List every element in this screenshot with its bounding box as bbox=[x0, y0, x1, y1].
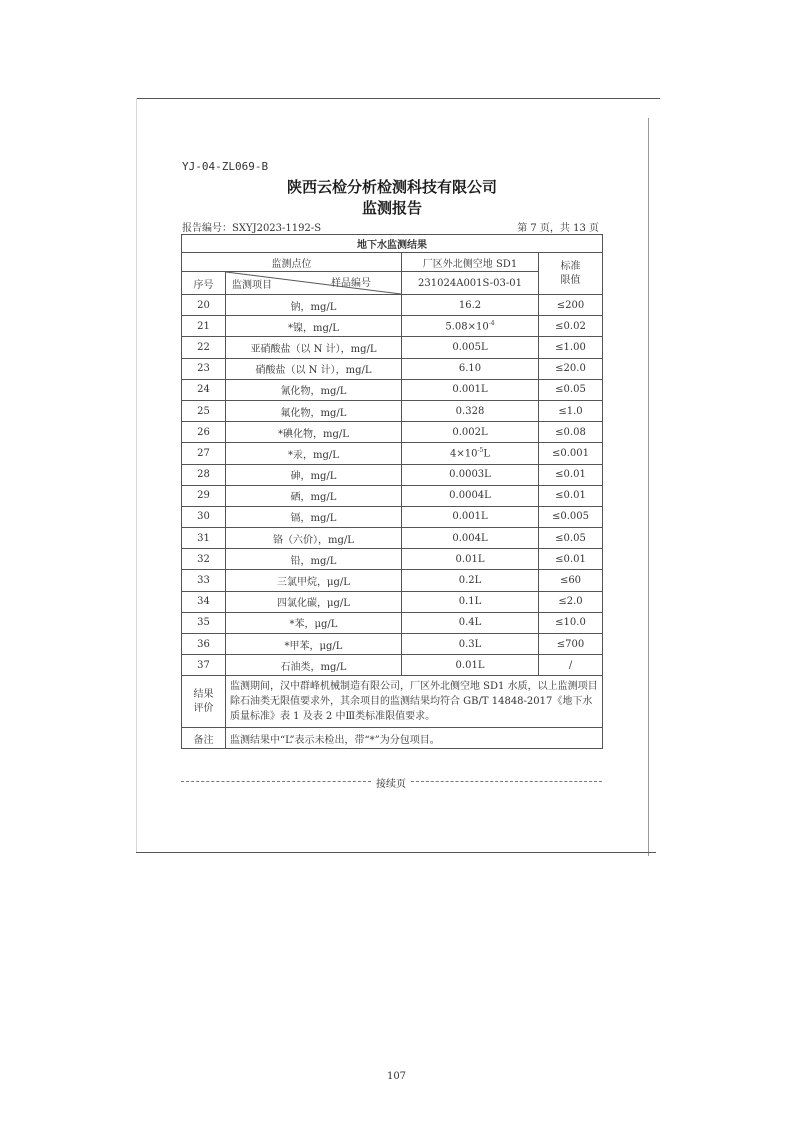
row-limit: ≤200 bbox=[539, 295, 603, 316]
table-row bbox=[182, 379, 603, 400]
row-item: *甲苯，μg/L bbox=[226, 634, 402, 655]
item-label: 监测项目 bbox=[232, 280, 272, 291]
continuation-text: 接续页 bbox=[376, 779, 406, 790]
continuation-marker bbox=[181, 775, 602, 790]
value-base: 4×10 bbox=[450, 448, 478, 460]
table-row bbox=[182, 337, 603, 358]
row-item: 氟化物，mg/L bbox=[226, 400, 402, 421]
note-label: 备注 bbox=[182, 728, 226, 749]
row-value: 0.1L bbox=[402, 591, 539, 612]
row-number: 20 bbox=[182, 295, 226, 316]
table-row bbox=[182, 549, 603, 570]
row-limit: ≤0.001 bbox=[539, 443, 603, 464]
row-value: 0.004L bbox=[402, 528, 539, 549]
std-limit-label: 标准 限值 bbox=[560, 260, 581, 286]
row-number: 25 bbox=[182, 400, 226, 421]
row-item: 铬（六价），mg/L bbox=[226, 528, 402, 549]
row-number: 33 bbox=[182, 570, 226, 591]
std-limit-header bbox=[539, 253, 603, 295]
dashed-line-left bbox=[181, 781, 371, 782]
row-value: 0.002L bbox=[402, 422, 539, 443]
row-value: 0.2L bbox=[402, 570, 539, 591]
row-limit: ≤1.0 bbox=[539, 400, 603, 421]
table-row bbox=[182, 528, 603, 549]
table-row bbox=[182, 316, 603, 337]
row-number: 30 bbox=[182, 506, 226, 527]
row-limit: / bbox=[539, 655, 603, 676]
row-item: 四氯化碳，μg/L bbox=[226, 591, 402, 612]
row-item: 镉，mg/L bbox=[226, 506, 402, 527]
table-row bbox=[182, 295, 603, 316]
row-value: 16.2 bbox=[402, 295, 539, 316]
table-row bbox=[182, 358, 603, 379]
row-item: 氰化物，mg/L bbox=[226, 379, 402, 400]
table-row bbox=[182, 464, 603, 485]
row-limit: ≤0.01 bbox=[539, 464, 603, 485]
row-value bbox=[402, 443, 539, 464]
row-limit: ≤0.01 bbox=[539, 549, 603, 570]
value-exponent: -4 bbox=[488, 320, 495, 328]
row-limit: ≤0.05 bbox=[539, 379, 603, 400]
table-row bbox=[182, 400, 603, 421]
page-info: 第 7 页，共 13 页 bbox=[517, 223, 599, 234]
row-value: 0.3L bbox=[402, 634, 539, 655]
row-limit: ≤1.00 bbox=[539, 337, 603, 358]
site-label: 监测点位 bbox=[182, 253, 402, 272]
note-text: 监测结果中“L”表示未检出，带“*”为分包项目。 bbox=[226, 728, 603, 749]
row-limit: ≤60 bbox=[539, 570, 603, 591]
seam-stamp-mark bbox=[636, 395, 648, 505]
row-number: 34 bbox=[182, 591, 226, 612]
row-limit: ≤0.01 bbox=[539, 485, 603, 506]
row-item: *苯，μg/L bbox=[226, 612, 402, 633]
row-item: 硒，mg/L bbox=[226, 485, 402, 506]
value-suffix: L bbox=[483, 448, 490, 460]
table-row bbox=[182, 634, 603, 655]
table-row bbox=[182, 485, 603, 506]
row-number: 23 bbox=[182, 358, 226, 379]
row-item: 石油类，mg/L bbox=[226, 655, 402, 676]
table-row bbox=[182, 422, 603, 443]
row-limit: ≤20.0 bbox=[539, 358, 603, 379]
row-number: 22 bbox=[182, 337, 226, 358]
row-value: 0.0004L bbox=[402, 485, 539, 506]
table-row bbox=[182, 506, 603, 527]
row-value: 0.328 bbox=[402, 400, 539, 421]
row-limit: ≤0.05 bbox=[539, 528, 603, 549]
row-item: 铅，mg/L bbox=[226, 549, 402, 570]
row-limit: ≤0.08 bbox=[539, 422, 603, 443]
row-value: 0.0003L bbox=[402, 464, 539, 485]
conclusion-label: 结果 评价 bbox=[182, 676, 226, 728]
row-item: 亚硝酸盐（以 N 计），mg/L bbox=[226, 337, 402, 358]
report-title: 监测报告 bbox=[361, 199, 422, 217]
row-number: 26 bbox=[182, 422, 226, 443]
row-limit: ≤10.0 bbox=[539, 612, 603, 633]
row-value: 0.4L bbox=[402, 612, 539, 633]
row-number: 27 bbox=[182, 443, 226, 464]
row-item: *碘化物，mg/L bbox=[226, 422, 402, 443]
seq-label: 序号 bbox=[182, 272, 226, 295]
row-item: 砷，mg/L bbox=[226, 464, 402, 485]
table-row bbox=[182, 612, 603, 633]
row-value: 0.005L bbox=[402, 337, 539, 358]
table-title: 地下水监测结果 bbox=[182, 235, 603, 253]
row-value: 0.01L bbox=[402, 549, 539, 570]
diagonal-header-cell bbox=[226, 272, 402, 295]
company-name: 陕西云检分析检测科技有限公司 bbox=[286, 178, 497, 196]
scan-border-right bbox=[648, 118, 649, 856]
row-value: 0.001L bbox=[402, 506, 539, 527]
row-item: *汞，mg/L bbox=[226, 443, 402, 464]
sample-no-label: 样品编号 bbox=[331, 278, 371, 289]
row-number: 28 bbox=[182, 464, 226, 485]
results-table bbox=[181, 234, 603, 749]
row-limit: ≤2.0 bbox=[539, 591, 603, 612]
row-item: *镍，mg/L bbox=[226, 316, 402, 337]
row-number: 21 bbox=[182, 316, 226, 337]
value-exponent: -5 bbox=[477, 447, 484, 455]
row-number: 36 bbox=[182, 634, 226, 655]
form-code: YJ-04-ZL069-B bbox=[182, 160, 269, 173]
row-number: 37 bbox=[182, 655, 226, 676]
conclusion-text: 监测期间，汉中群峰机械制造有限公司，厂区外北侧空地 SD1 水质，以上监测项目除石油类无限值要求外，其余项目的监测结果均符合 GB/T 14848-2017《地下水质量标准》表 1 及表 2 中Ⅲ类标准限值要求。 bbox=[226, 676, 603, 728]
row-value: 0.01L bbox=[402, 655, 539, 676]
value-base: 5.08×10 bbox=[445, 321, 489, 333]
scan-border-top bbox=[136, 98, 660, 99]
site-value: 厂区外北侧空地 SD1 bbox=[402, 253, 539, 272]
row-limit: ≤0.02 bbox=[539, 316, 603, 337]
scan-border-left bbox=[136, 98, 137, 852]
row-item: 三氯甲烷，μg/L bbox=[226, 570, 402, 591]
scan-border-bottom bbox=[136, 852, 656, 853]
row-number: 31 bbox=[182, 528, 226, 549]
row-number: 29 bbox=[182, 485, 226, 506]
table-row bbox=[182, 591, 603, 612]
row-number: 32 bbox=[182, 549, 226, 570]
row-value bbox=[402, 316, 539, 337]
sample-no-value: 231024A001S-03-01 bbox=[402, 272, 539, 295]
table-row bbox=[182, 655, 603, 676]
row-item: 硝酸盐（以 N 计），mg/L bbox=[226, 358, 402, 379]
row-value: 6.10 bbox=[402, 358, 539, 379]
report-number: 报告编号：SXYJ2023-1192-S bbox=[182, 223, 322, 234]
dashed-line-right bbox=[411, 781, 602, 782]
row-number: 24 bbox=[182, 379, 226, 400]
table-row bbox=[182, 443, 603, 464]
page-number: 107 bbox=[386, 1071, 407, 1082]
table-row bbox=[182, 570, 603, 591]
row-item: 钠，mg/L bbox=[226, 295, 402, 316]
row-limit: ≤700 bbox=[539, 634, 603, 655]
row-value: 0.001L bbox=[402, 379, 539, 400]
row-limit: ≤0.005 bbox=[539, 506, 603, 527]
row-number: 35 bbox=[182, 612, 226, 633]
